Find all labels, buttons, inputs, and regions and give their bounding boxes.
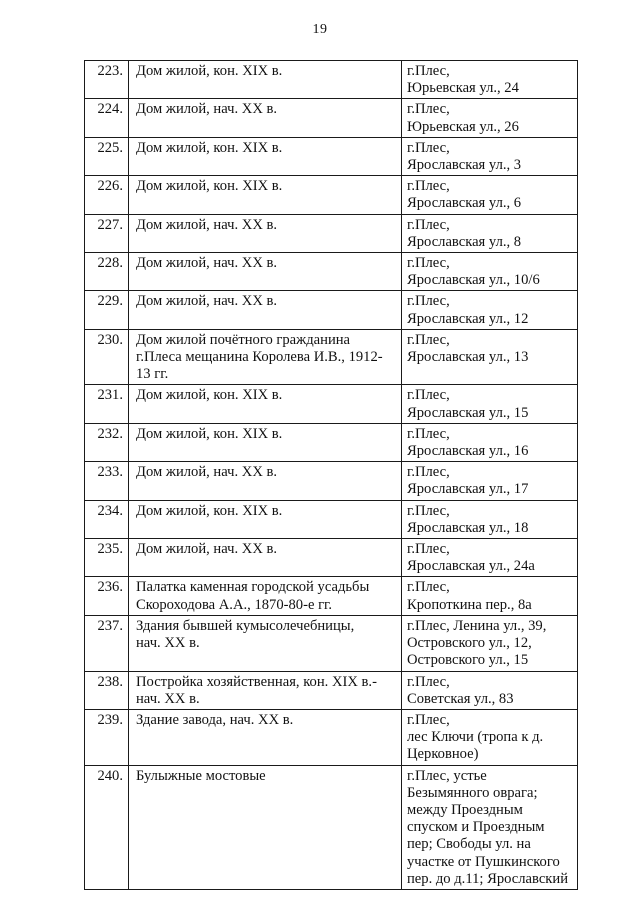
table-row (85, 423, 578, 461)
address-line: между Проездным (407, 801, 523, 818)
object-name-line: Дом жилой, кон. XIX в. (136, 178, 283, 195)
address-line: г.Плес, (407, 293, 450, 310)
object-name-line: Дом жилой, нач. XX в. (136, 541, 278, 558)
row-number: 230. (85, 329, 129, 385)
object-name-cell (129, 765, 402, 889)
address-line: г.Плес, (407, 387, 450, 404)
address-line: Кропоткина пер., 8а (407, 596, 532, 613)
object-name-cell (129, 385, 402, 423)
object-name-cell (129, 709, 402, 765)
address-line: Ярославская ул., 3 (407, 157, 522, 174)
address-line: Юрьевская ул., 26 (407, 118, 519, 135)
address-line: г.Плес, (407, 255, 450, 272)
object-name-cell (129, 61, 402, 99)
object-name-line: Здания бывшей кумысолечебницы, (136, 617, 355, 634)
table-body (85, 61, 578, 890)
address-line: Ярославская ул., 12 (407, 310, 529, 327)
address-line: г.Плес, (407, 425, 450, 442)
address-cell (402, 539, 578, 577)
row-number: 232. (85, 423, 129, 461)
row-number: 235. (85, 539, 129, 577)
address-line: г.Плес, (407, 579, 450, 596)
address-cell (402, 385, 578, 423)
address-line: Церковное) (407, 746, 479, 763)
address-line: г.Плес, устье (407, 767, 487, 784)
address-line: Ярославская ул., 10/6 (407, 272, 540, 289)
object-name-line: Палатка каменная городской усадьбы (136, 579, 370, 596)
row-number: 223. (85, 61, 129, 99)
object-name-cell (129, 615, 402, 671)
address-line: г.Плес, Ленина ул., 39, (407, 617, 547, 634)
object-name-line: Дом жилой, нач. XX в. (136, 255, 278, 272)
row-number: 229. (85, 291, 129, 329)
table-row (85, 709, 578, 765)
object-name-line: Дом жилой, кон. XIX в. (136, 139, 283, 156)
address-line: г.Плес, (407, 673, 450, 690)
address-cell (402, 671, 578, 709)
object-name-line: Дом жилой, кон. XIX в. (136, 387, 283, 404)
object-name-line: Дом жилой, кон. XIX в. (136, 425, 283, 442)
object-name-cell (129, 137, 402, 175)
address-line: г.Плес, (407, 502, 450, 519)
row-number: 227. (85, 214, 129, 252)
object-name-cell (129, 500, 402, 538)
object-name-cell (129, 329, 402, 385)
row-number: 228. (85, 253, 129, 291)
object-name-cell (129, 577, 402, 615)
table-row (85, 577, 578, 615)
object-name-cell (129, 253, 402, 291)
object-name-line: Дом жилой, нач. XX в. (136, 216, 278, 233)
row-number: 236. (85, 577, 129, 615)
table-row (85, 291, 578, 329)
address-line: Ярославская ул., 24а (407, 558, 535, 575)
address-line: пер; Свободы ул. на (407, 836, 531, 853)
address-line: Безымянного оврага; (407, 784, 538, 801)
address-line: Ярославская ул., 17 (407, 481, 529, 498)
address-cell (402, 423, 578, 461)
object-name-cell (129, 214, 402, 252)
address-cell (402, 615, 578, 671)
row-number: 225. (85, 137, 129, 175)
address-cell (402, 500, 578, 538)
address-line: участке от Пушкинского (407, 853, 560, 870)
object-name-line: Дом жилой почётного гражданина (136, 331, 351, 348)
address-cell (402, 61, 578, 99)
object-name-line: Дом жилой, нач. XX в. (136, 464, 278, 481)
object-name-cell (129, 176, 402, 214)
address-line: Ярославская ул., 13 (407, 349, 529, 366)
address-line: г.Плес, (407, 139, 450, 156)
object-name-line: Дом жилой, кон. XIX в. (136, 63, 283, 79)
table-row (85, 253, 578, 291)
row-number: 239. (85, 709, 129, 765)
address-cell (402, 291, 578, 329)
row-number: 234. (85, 500, 129, 538)
address-cell (402, 214, 578, 252)
table-row (85, 671, 578, 709)
address-line: Советская ул., 83 (407, 690, 514, 707)
table-row (85, 214, 578, 252)
row-number: 231. (85, 385, 129, 423)
object-name-line: Скороходова А.А., 1870-80-е гг. (136, 596, 333, 613)
object-name-line: нач. XX в. (136, 635, 200, 652)
table-row (85, 137, 578, 175)
address-line: Ярославская ул., 6 (407, 195, 522, 212)
address-line: Юрьевская ул., 24 (407, 80, 519, 97)
address-cell (402, 176, 578, 214)
address-cell (402, 329, 578, 385)
address-line: Ярославская ул., 8 (407, 233, 522, 250)
address-cell (402, 577, 578, 615)
table-row (85, 99, 578, 137)
address-line: г.Плес, (407, 464, 450, 481)
address-cell (402, 765, 578, 889)
object-name-line: Дом жилой, нач. XX в. (136, 293, 278, 310)
object-name-line: Дом жилой, нач. XX в. (136, 101, 278, 118)
address-line: лес Ключи (тропа к д. (407, 729, 544, 746)
address-line: спуском и Проездным (407, 819, 545, 836)
object-name-line: 13 гг. (136, 366, 169, 383)
table-row (85, 765, 578, 889)
table-row (85, 615, 578, 671)
row-number: 237. (85, 615, 129, 671)
row-number: 224. (85, 99, 129, 137)
address-cell (402, 253, 578, 291)
address-line: Ярославская ул., 16 (407, 443, 529, 460)
table-row (85, 539, 578, 577)
address-line: Островского ул., 15 (407, 652, 529, 669)
address-line: Островского ул., 12, (407, 635, 532, 652)
object-name-cell (129, 671, 402, 709)
address-cell (402, 709, 578, 765)
address-line: г.Плес, (407, 178, 450, 195)
address-line: г.Плес, (407, 101, 450, 118)
object-name-cell (129, 99, 402, 137)
address-line: г.Плес, (407, 541, 450, 558)
address-line: г.Плес, (407, 63, 450, 79)
object-name-line: нач. XX в. (136, 690, 200, 707)
table-row (85, 176, 578, 214)
address-line: Ярославская ул., 18 (407, 519, 529, 536)
row-number: 233. (85, 462, 129, 500)
object-name-line: Булыжные мостовые (136, 767, 266, 784)
table-row (85, 61, 578, 99)
object-name-line: Здание завода, нач. XX в. (136, 711, 294, 728)
table-row (85, 500, 578, 538)
table-row (85, 329, 578, 385)
row-number: 226. (85, 176, 129, 214)
address-line: Ярославская ул., 15 (407, 404, 529, 421)
table-row (85, 385, 578, 423)
address-line: г.Плес, (407, 331, 450, 348)
object-name-line: г.Плеса мещанина Королева И.В., 1912- (136, 349, 383, 366)
address-line: пер. до д.11; Ярославский (407, 870, 569, 887)
row-number: 238. (85, 671, 129, 709)
object-name-cell (129, 423, 402, 461)
address-line: г.Плес, (407, 216, 450, 233)
address-line: г.Плес, (407, 711, 450, 728)
object-name-cell (129, 291, 402, 329)
heritage-objects-table (84, 60, 578, 890)
row-number: 240. (85, 765, 129, 889)
object-name-cell (129, 539, 402, 577)
table-row (85, 462, 578, 500)
object-name-line: Дом жилой, кон. XIX в. (136, 502, 283, 519)
address-cell (402, 462, 578, 500)
address-cell (402, 99, 578, 137)
object-name-line: Постройка хозяйственная, кон. XIX в.- (136, 673, 377, 690)
page-number: 19 (312, 22, 328, 37)
object-name-cell (129, 462, 402, 500)
address-cell (402, 137, 578, 175)
